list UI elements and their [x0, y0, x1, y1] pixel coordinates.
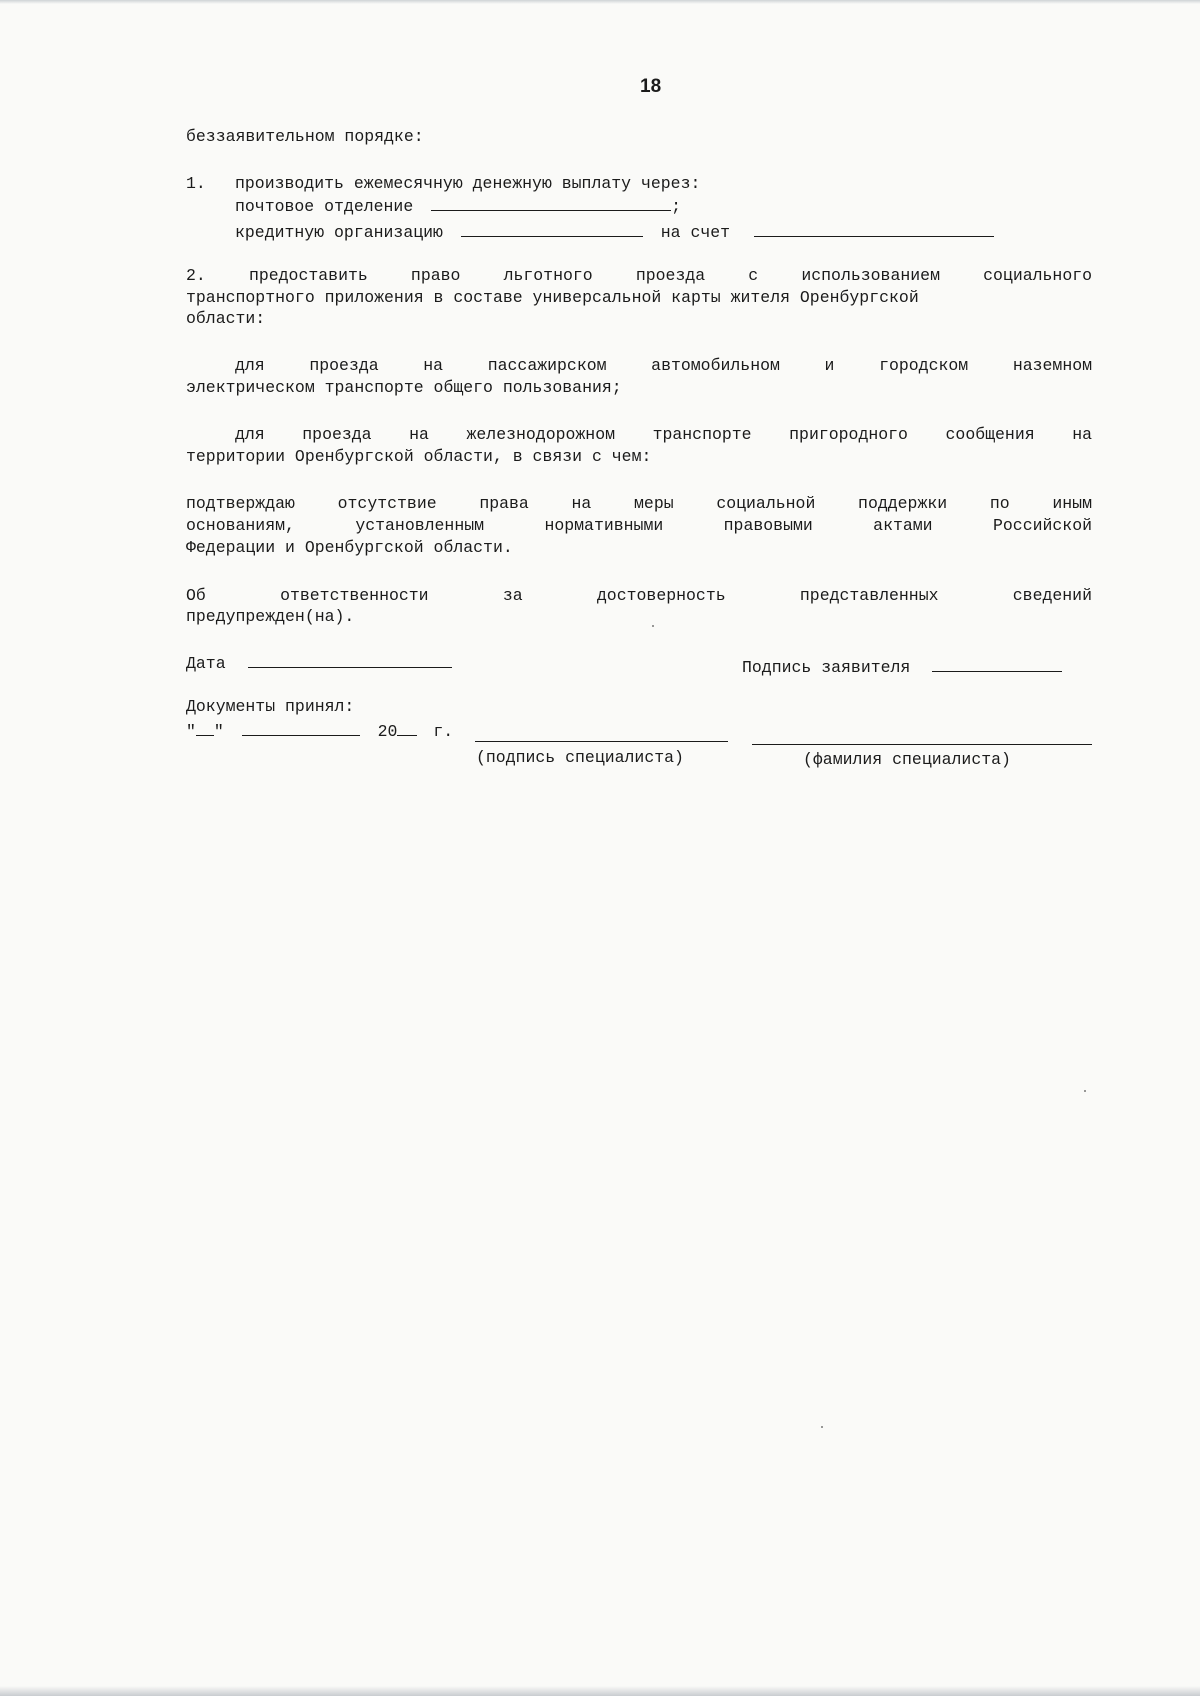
word: нормативными — [544, 516, 664, 535]
specialist-signature-field[interactable] — [475, 741, 728, 742]
rail-transport-line-1 — [235, 427, 1092, 444]
item-1-number: 1. — [186, 174, 206, 193]
auto-transport-line-2: электрическом транспорте общего пользования; — [186, 378, 622, 397]
word: социального — [983, 266, 1093, 285]
word: на — [1072, 425, 1092, 444]
auto-transport-line-1 — [235, 358, 1092, 375]
day-field[interactable] — [196, 721, 214, 736]
word: наземном — [1012, 356, 1093, 375]
applicant-signature-field[interactable] — [932, 657, 1062, 672]
word: основаниям, — [186, 516, 295, 535]
applicant-signature-label: Подпись заявителя — [742, 658, 911, 677]
word: проезда — [302, 425, 372, 444]
scan-top-edge — [0, 0, 1200, 4]
word: отсутствие — [337, 494, 437, 513]
year-suffix: г. — [433, 722, 454, 741]
item-2-line-3: области: — [186, 309, 266, 328]
word: транспорте — [652, 425, 752, 444]
post-office-row — [235, 196, 681, 216]
date-row — [186, 653, 452, 673]
credit-org-row — [235, 222, 994, 242]
word: подтверждаю — [186, 494, 295, 513]
quote-open: " — [186, 722, 196, 741]
item-2-line-2: транспортного приложения в составе универсальной карты жителя Оренбургской — [186, 288, 919, 307]
word: городском — [879, 356, 969, 375]
specialist-surname-field[interactable] — [752, 744, 1092, 745]
responsibility-line-1 — [186, 588, 1092, 605]
word: предоставить — [248, 266, 368, 285]
word: проезда — [309, 356, 379, 375]
scan-speck — [821, 1426, 823, 1428]
word: на — [571, 494, 592, 513]
specialist-surname-caption: (фамилия специалиста) — [803, 750, 1011, 769]
word: право — [410, 266, 461, 285]
confirmation-line-1 — [186, 496, 1092, 513]
word: иным — [1052, 494, 1092, 513]
rail-transport-line-2: территории Оренбургской области, в связи с чем: — [186, 447, 652, 466]
word: автомобильном — [651, 356, 780, 375]
word: и — [824, 356, 835, 375]
word: пассажирском — [487, 356, 607, 375]
word: на — [409, 425, 429, 444]
account-field[interactable] — [754, 222, 994, 237]
item-2-line-1 — [186, 268, 1092, 285]
acceptance-date-row — [186, 721, 453, 741]
post-office-end: ; — [671, 197, 682, 216]
intro-text: беззаявительном порядке: — [186, 127, 424, 146]
accepted-label: Документы принял: — [186, 697, 355, 716]
word: использованием — [801, 266, 940, 285]
confirmation-line-3: Федерации и Оренбургской области. — [186, 538, 513, 557]
word: актами — [873, 516, 933, 535]
word: железнодорожном — [466, 425, 616, 444]
year-prefix: 20 — [377, 722, 398, 741]
item-2-number: 2. — [186, 266, 206, 285]
year-field[interactable] — [397, 721, 417, 736]
word: проезда — [635, 266, 706, 285]
word: ответственности — [280, 586, 429, 605]
post-office-field[interactable] — [431, 196, 671, 211]
page-number: 18 — [640, 76, 662, 97]
quote-close: " — [213, 722, 224, 741]
confirmation-line-2 — [186, 518, 1092, 535]
date-label: Дата — [186, 654, 226, 673]
word: установленным — [355, 516, 485, 535]
responsibility-line-2: предупрежден(на). — [186, 607, 355, 626]
word: права — [479, 494, 529, 513]
word: социальной — [716, 494, 816, 513]
credit-org-field[interactable] — [461, 222, 643, 237]
word: пригородного — [789, 425, 908, 444]
specialist-signature-caption: (подпись специалиста) — [476, 748, 684, 767]
word: на — [423, 356, 444, 375]
word: сведений — [1012, 586, 1092, 605]
word: для — [235, 356, 265, 375]
word: представленных — [799, 586, 939, 605]
date-field[interactable] — [248, 653, 452, 668]
scan-bottom-edge — [0, 1686, 1200, 1696]
scan-speck — [652, 625, 654, 627]
word: Об — [186, 586, 206, 605]
word: льготного — [503, 266, 593, 285]
word: меры — [634, 494, 674, 513]
word: достоверность — [596, 586, 726, 605]
word: Российской — [992, 516, 1093, 535]
applicant-signature-row — [742, 657, 1062, 677]
word: правовыми — [723, 516, 813, 535]
word: поддержки — [858, 494, 948, 513]
item-1-heading: производить ежемесячную денежную выплату через: — [235, 174, 701, 193]
post-office-label: почтовое отделение — [235, 197, 414, 216]
account-label: на счет — [660, 223, 731, 242]
word: по — [989, 494, 1010, 513]
word: за — [502, 586, 523, 605]
credit-org-label: кредитную организацию — [235, 223, 443, 242]
word: сообщения — [945, 425, 1035, 444]
month-field[interactable] — [242, 721, 360, 736]
word: для — [235, 425, 265, 444]
scan-speck — [1084, 1090, 1086, 1092]
word: с — [748, 266, 759, 285]
